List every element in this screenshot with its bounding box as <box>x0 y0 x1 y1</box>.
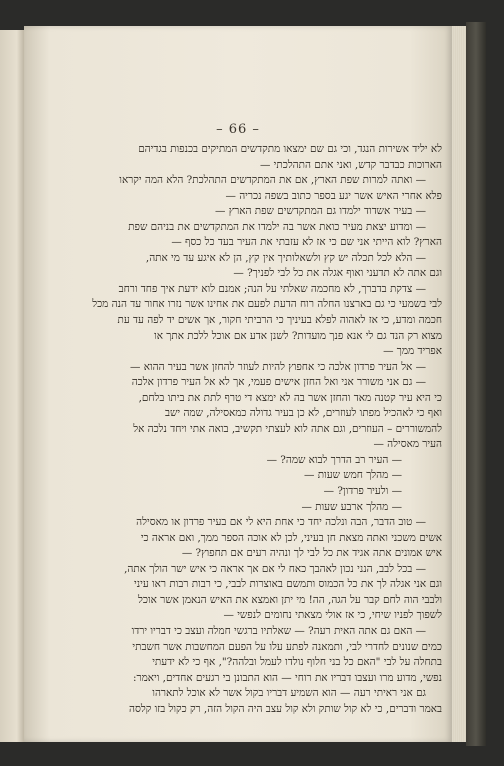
text-line: גם אני ראיתי רעה — הוא השמיע דבריו בקול אשר לא אוכל לתארהו <box>152 687 426 700</box>
text-line: איש אמונים אתה אגיד את כל לבי לך ונהיה רעים אם תחפוץ? — <box>181 547 442 560</box>
text-line: — גם אני משורר אני ואל החזן אישים פעמי, אך לא אל העיר פרדון אלכה <box>131 376 426 389</box>
text-line: — טוב הדבר, הבה ונלכה יחד כי אחת היא לי אם בעיר פרדון או מאסילה <box>136 516 426 529</box>
text-line: כמים שנונים לחדרי לבי, ותמאנה לפתע עלו על הפעם המחשבות אשר חשבתי <box>132 640 442 653</box>
text-line: מצוא רק הנד גם לי אנא פנך מועדות? לשנן אדע אם אוכל ללכת אתך או <box>154 329 442 342</box>
text-line: באמר ודברים, כי לא קול שותק ולא קול עצב היה הקול הזה, רק כקול בזו קלסה <box>129 702 442 715</box>
page-stack-edge <box>452 26 466 742</box>
page-text <box>46 142 442 717</box>
text-line: כי היא עיר קטנה מאד והחזן אשר בה לא ימצא די טרף לתת את ביתו בלחם, <box>138 391 442 404</box>
book-page <box>24 26 452 742</box>
text-line: לבי בשמעי כי גם בארצנו החלה רוח הדעת לפעם את אחינו אשר נזרו אחור עד הנה מכל <box>92 298 442 311</box>
text-line: — מהלך חמש שעות — <box>304 469 402 482</box>
text-line: הארוכות כבדבר קדש, ואני אתם התהלכתי — <box>259 158 442 171</box>
text-line: — ואתה למרות שפת הארץ, אם את המתקדשים התהלכת? הלא המה יקראו <box>119 174 426 187</box>
text-line: להמשוררים – העוזרים, וגם אתה לוא לעצתי תקשיב, בואה אתי ויחד נלכה אל <box>133 422 442 435</box>
text-line: — צדקת בדברך, לא מחכמה שאלתי על הנה; אמנם לוא ידעת איך פחד ורחב <box>118 282 426 295</box>
left-page-edge <box>0 30 25 742</box>
text-line: — ומדוע יצאת מעיר כואת אשר בה ילמדו את המתקדשים את בניהם שפת <box>128 220 426 233</box>
text-line: הארץ? לוא הייתי אני שם כי אז לא עזבתי את העיר בעד כל כסף — <box>171 236 442 249</box>
text-line: — האם גם אתה האית רעה? — שאלתיו ברגשי חמלה ועצב כי דבריו ירדו <box>131 624 426 637</box>
text-line: אפריד ממך — <box>383 345 442 358</box>
text-line: — אל העיר פרדון אלכה כי אחפוץ להיות לעוזר להחזן אשר בעיר ההוא — <box>130 360 426 373</box>
text-line: — ולעיר פרדון? — <box>323 485 402 498</box>
text-line: וגם אני אגלה לך את כל הכמוס ותמשם באוצרות לבבי, כי רבות רבות ראו עיני <box>134 578 442 591</box>
text-line: — בכל לבב, הנני נכון לאהבך כאח לי אם אך אראה כי איש ישר הולך אתה, <box>124 562 426 575</box>
text-line: העיר מאסילה — <box>373 438 442 451</box>
text-line: — העיר רב הדרך לבוא שמה? — <box>266 453 402 466</box>
text-line: — בעיר אשדוד ילמדו גם המתקדשים שפת הארץ — <box>215 205 426 218</box>
text-line: פלא אחרי האיש אשר יגע בספר כתוב בשפה נכריה — <box>225 189 442 202</box>
text-line: נפשי, מדוע מרו ועצבו דבריו את רוחי — הוא התבונן בי רגעים אחדים, ויאמר: <box>132 671 442 684</box>
text-line: בתחלה על לבי "האם כל בני חלוף נולדו לעמל ובלהה?", אף כי לא ידעתי <box>152 656 442 669</box>
text-line: וגם אתה לא תדעני ואוף אגלה את כל לבי לפניך? — <box>233 267 442 280</box>
text-line: אשים משכני ואתה מצאת חן בעיני, לכן לא אוכה הספר ממך, ואם אראה כי <box>140 531 442 544</box>
text-line: לשפוך לפניו שיחי, כי אז אולי מצאתי נחומים לנפשי — <box>223 609 442 622</box>
text-line: ולבבי הוה לחם קבר על הגה, הה! מי יתן ואמצא את האיש הנאמן אשר אוכל <box>138 593 442 606</box>
text-line: לא יליד אשירות הנגד, וכי גם שם ימצאו מתקדשים המתיקים בכנפות בגדיהם <box>138 143 442 155</box>
text-line: — הלא לכל תכלה יש קץ ולשאלותיך אין קץ, הן לא איגע עד מי אתה, <box>145 251 426 264</box>
book-cover-edge <box>466 22 486 746</box>
text-line: — מהלך ארבע שעות — <box>301 500 402 513</box>
text-line: ואף כי לאהכיל מפתו לעוזרים, לא כן בעיר גדולה כמאסילה, שמה ישב <box>165 407 442 420</box>
text-line: חכמה ומדע, כי אז לאהוה לפלא בעיניך כי הרביתי חקור, אך אשים יד לפה עד עת <box>117 314 442 327</box>
page-number: – 66 – <box>216 122 260 137</box>
